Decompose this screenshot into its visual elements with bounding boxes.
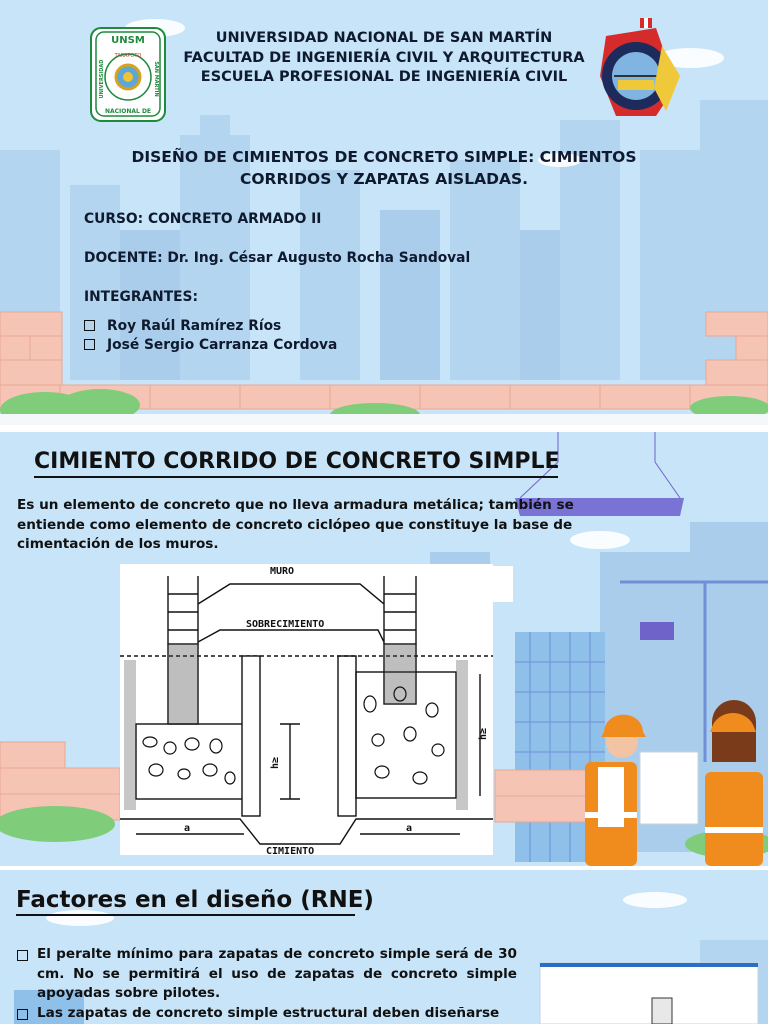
figure-dim-a: a — [184, 823, 191, 834]
figure-dim-h: h≥ — [478, 727, 489, 740]
svg-text:TARAPOTO: TARAPOTO — [114, 53, 142, 59]
heading-underline — [16, 914, 355, 916]
figure-label-cimiento: CIMIENTO — [266, 846, 315, 855]
checkbox-bullet-icon — [17, 950, 28, 961]
paragraph-line: Es un elemento de concreto que no lleva armadura metálica; también se — [17, 497, 574, 513]
presentation-title-line2: CORRIDOS Y ZAPATAS AISLADAS. — [239, 170, 528, 188]
paragraph-line: entiende como elemento de concreto ciclópeo que constituye la base de — [17, 516, 573, 533]
university-name: UNIVERSIDAD NACIONAL DE SAN MARTÍN — [215, 30, 553, 46]
faculty-logo — [596, 16, 682, 120]
checkbox-bullet-icon — [17, 1009, 28, 1020]
section-heading: Factores en el diseño (RNE) — [16, 887, 374, 913]
svg-text:UNSM: UNSM — [111, 35, 145, 46]
member-item: Roy Raúl Ramírez Ríos — [84, 318, 281, 334]
figure-label-muro: MURO — [270, 566, 295, 577]
list-item: El peralte mínimo para zapatas de concreto simple será de 30 cm. No se permitirá el uso de zapatas de concreto simple apoyadas sobre pilotes. — [17, 945, 517, 1004]
list-item: Las zapatas de concreto simple estructural deben diseñarse — [17, 1004, 517, 1024]
paragraph-line: cimentación de los muros. — [17, 536, 219, 552]
figure-edge-patch — [493, 566, 513, 602]
design-factors-slide — [0, 870, 768, 1024]
svg-text:UNIVERSIDAD: UNIVERSIDAD — [99, 59, 105, 99]
cover-slide — [0, 0, 768, 425]
figure-label-sobrecimiento: SOBRECIMIENTO — [246, 619, 325, 630]
figure-dim-h: h≥ — [270, 756, 281, 769]
strip-footing-figure — [120, 564, 493, 855]
svg-text:NACIONAL DE: NACIONAL DE — [104, 108, 152, 115]
figure-dim-a: a — [406, 823, 413, 834]
section-heading: CIMIENTO CORRIDO DE CONCRETO SIMPLE — [34, 449, 560, 474]
checkbox-bullet-icon — [84, 339, 95, 350]
school-name: ESCUELA PROFESIONAL DE INGENIERÍA CIVIL — [200, 69, 568, 85]
teacher-label: DOCENTE: Dr. Ing. César Augusto Rocha Sandoval — [84, 250, 471, 266]
presentation-title-line1: DISEÑO DE CIMIENTOS DE CONCRETO SIMPLE: CIMIENTOS — [131, 148, 637, 166]
strip-footing-slide — [0, 432, 768, 866]
member-item: José Sergio Carranza Cordova — [84, 337, 337, 353]
course-label: CURSO: CONCRETO ARMADO II — [84, 211, 322, 227]
members-heading: INTEGRANTES: — [84, 289, 198, 305]
faculty-name: FACULTAD DE INGENIERÍA CIVIL Y ARQUITECTURA — [183, 50, 585, 66]
heading-underline — [34, 476, 558, 478]
unsm-logo — [90, 27, 166, 122]
svg-text:SAN MARTIN: SAN MARTIN — [153, 61, 159, 97]
checkbox-bullet-icon — [84, 320, 95, 331]
